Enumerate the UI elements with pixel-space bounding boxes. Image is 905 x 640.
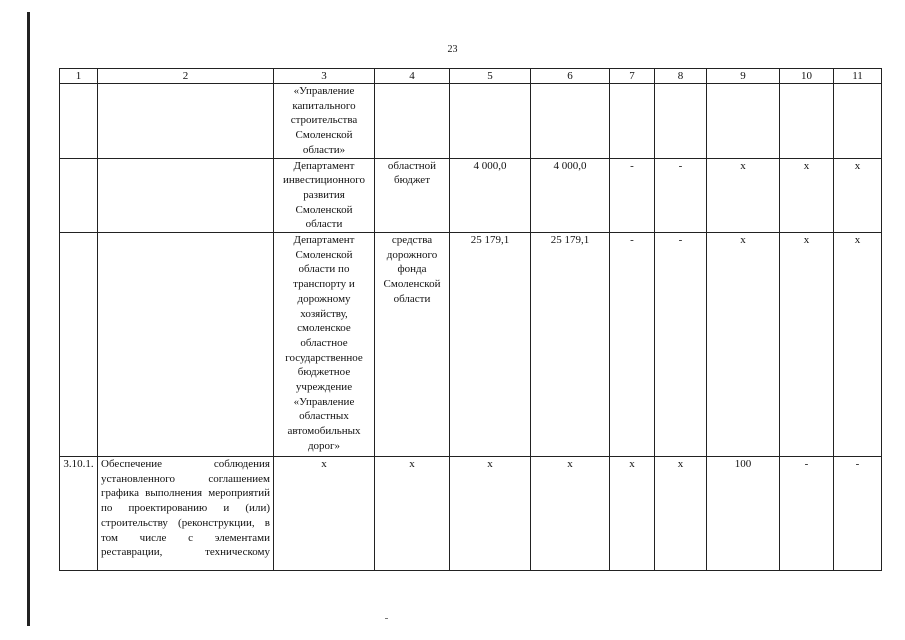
cell-value: х <box>834 158 882 233</box>
cell-value: - <box>780 457 834 571</box>
table-row <box>60 457 882 571</box>
binding-line <box>27 12 30 626</box>
header-cell: 6 <box>531 69 610 84</box>
cell-executor: Департамент инвестиционного развития Смоленской области <box>274 158 375 233</box>
cell-number <box>60 158 98 233</box>
header-cell: 7 <box>610 69 655 84</box>
cell-value: 100 <box>707 457 780 571</box>
header-cell: 4 <box>375 69 450 84</box>
cell-value <box>834 84 882 159</box>
header-cell: 9 <box>707 69 780 84</box>
cell-source: х <box>375 457 450 571</box>
cell-value <box>707 84 780 159</box>
cell-source: областной бюджет <box>375 158 450 233</box>
header-cell: 8 <box>655 69 707 84</box>
cell-value <box>610 84 655 159</box>
table-row <box>60 158 882 233</box>
header-cell: 3 <box>274 69 375 84</box>
header-cell: 1 <box>60 69 98 84</box>
header-cell: 10 <box>780 69 834 84</box>
table-row <box>60 233 882 457</box>
cell-value: х <box>707 233 780 457</box>
cell-value: х <box>655 457 707 571</box>
table-row <box>60 84 882 159</box>
scan-speck <box>385 618 388 619</box>
cell-executor: х <box>274 457 375 571</box>
page-number: 23 <box>447 44 458 55</box>
cell-executor: «Управление капитального строительства Смоленской области» <box>274 84 375 159</box>
cell-value: х <box>707 158 780 233</box>
cell-value: 4 000,0 <box>531 158 610 233</box>
cell-value: 4 000,0 <box>450 158 531 233</box>
cell-number <box>60 84 98 159</box>
cell-value: х <box>610 457 655 571</box>
budget-table <box>59 68 882 571</box>
cell-value: х <box>780 158 834 233</box>
cell-name: Обеспечение соблюдения установленного соглашением графика выполнения мероприятий по проектированию и (или) строительству (реконструкции, в том числе с элементами реставрации, техническому <box>98 457 274 571</box>
cell-value: - <box>610 158 655 233</box>
header-cell: 2 <box>98 69 274 84</box>
cell-value <box>655 84 707 159</box>
cell-value: - <box>834 457 882 571</box>
cell-value: - <box>610 233 655 457</box>
header-row <box>60 69 882 84</box>
cell-name <box>98 158 274 233</box>
cell-source: средства дорожного фонда Смоленской области <box>375 233 450 457</box>
header-cell: 11 <box>834 69 882 84</box>
cell-value: - <box>655 158 707 233</box>
cell-value <box>531 84 610 159</box>
cell-value: х <box>450 457 531 571</box>
cell-value: х <box>834 233 882 457</box>
cell-value: х <box>531 457 610 571</box>
cell-value <box>450 84 531 159</box>
cell-value: х <box>780 233 834 457</box>
cell-value: - <box>655 233 707 457</box>
header-cell: 5 <box>450 69 531 84</box>
cell-source <box>375 84 450 159</box>
cell-value <box>780 84 834 159</box>
cell-number: 3.10.1. <box>60 457 98 571</box>
cell-name <box>98 84 274 159</box>
cell-value: 25 179,1 <box>450 233 531 457</box>
cell-value: 25 179,1 <box>531 233 610 457</box>
cell-number <box>60 233 98 457</box>
cell-executor: Департамент Смоленской области по транспорту и дорожному хозяйству, смоленское областное государственное бюджетное учреждение «Управление областных автомобильных дорог» <box>274 233 375 457</box>
cell-name <box>98 233 274 457</box>
